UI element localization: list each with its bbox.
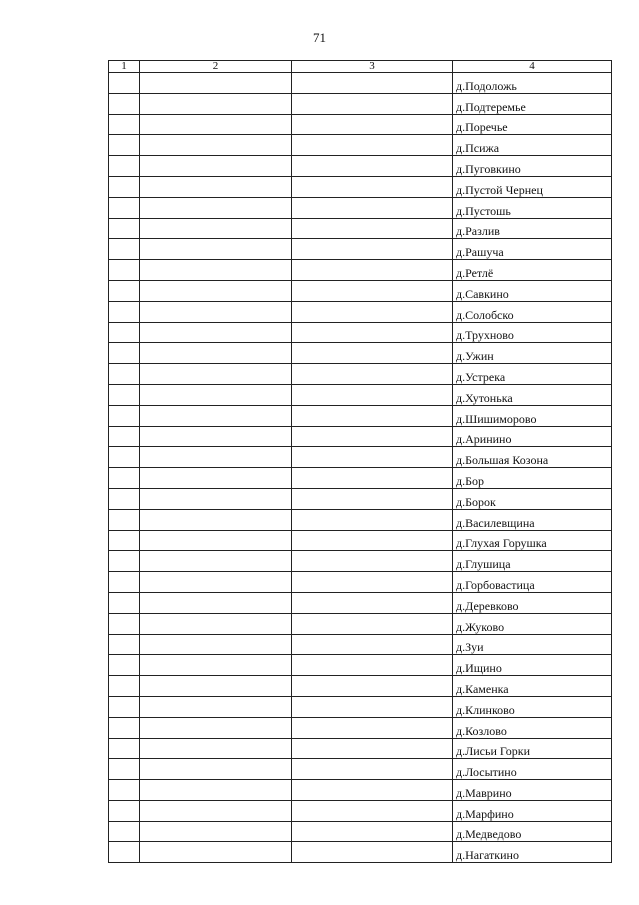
empty-cell-col1 bbox=[109, 384, 140, 405]
settlement-name-cell: д.Псижа bbox=[453, 135, 612, 156]
settlement-name-cell: д.Шишиморово bbox=[453, 405, 612, 426]
column-header-3: 3 bbox=[292, 61, 453, 73]
settlement-name-cell: д.Ретлё bbox=[453, 260, 612, 281]
empty-cell-col3 bbox=[292, 343, 453, 364]
empty-cell-col2 bbox=[140, 842, 292, 863]
empty-cell-col2 bbox=[140, 634, 292, 655]
empty-cell-col1 bbox=[109, 509, 140, 530]
settlement-name-cell: д.Савкино bbox=[453, 280, 612, 301]
empty-cell-col1 bbox=[109, 780, 140, 801]
empty-cell-col3 bbox=[292, 301, 453, 322]
empty-cell-col2 bbox=[140, 343, 292, 364]
empty-cell-col3 bbox=[292, 676, 453, 697]
table-row bbox=[109, 260, 612, 281]
settlement-name-cell: д.Трухново bbox=[453, 322, 612, 343]
empty-cell-col2 bbox=[140, 530, 292, 551]
empty-cell-col1 bbox=[109, 468, 140, 489]
empty-cell-col1 bbox=[109, 114, 140, 135]
table-row bbox=[109, 239, 612, 260]
table-row bbox=[109, 738, 612, 759]
empty-cell-col2 bbox=[140, 655, 292, 676]
empty-cell-col1 bbox=[109, 696, 140, 717]
empty-cell-col2 bbox=[140, 551, 292, 572]
empty-cell-col3 bbox=[292, 655, 453, 676]
empty-cell-col1 bbox=[109, 592, 140, 613]
empty-cell-col2 bbox=[140, 613, 292, 634]
empty-cell-col3 bbox=[292, 156, 453, 177]
empty-cell-col3 bbox=[292, 572, 453, 593]
table-row bbox=[109, 405, 612, 426]
table-row bbox=[109, 364, 612, 385]
settlement-name-cell: д.Каменка bbox=[453, 676, 612, 697]
empty-cell-col3 bbox=[292, 468, 453, 489]
empty-cell-col3 bbox=[292, 634, 453, 655]
empty-cell-col3 bbox=[292, 613, 453, 634]
settlement-name-cell: д.Маврино bbox=[453, 780, 612, 801]
table-row bbox=[109, 800, 612, 821]
page-number: 71 bbox=[313, 30, 326, 45]
settlement-name-cell: д.Подтеремье bbox=[453, 93, 612, 114]
settlement-name-cell: д.Ищино bbox=[453, 655, 612, 676]
table-row bbox=[109, 530, 612, 551]
empty-cell-col1 bbox=[109, 655, 140, 676]
table-row bbox=[109, 842, 612, 863]
empty-cell-col1 bbox=[109, 613, 140, 634]
settlement-name-cell: д.Козлово bbox=[453, 717, 612, 738]
empty-cell-col3 bbox=[292, 73, 453, 94]
column-header-4: 4 bbox=[453, 61, 612, 73]
table-row bbox=[109, 73, 612, 94]
table-header bbox=[109, 61, 612, 73]
empty-cell-col2 bbox=[140, 156, 292, 177]
settlement-name-cell: д.Клинково bbox=[453, 696, 612, 717]
settlement-name-cell: д.Василевщина bbox=[453, 509, 612, 530]
empty-cell-col3 bbox=[292, 592, 453, 613]
empty-cell-col3 bbox=[292, 842, 453, 863]
empty-cell-col1 bbox=[109, 759, 140, 780]
settlement-name-cell: д.Устрека bbox=[453, 364, 612, 385]
empty-cell-col2 bbox=[140, 114, 292, 135]
table-row bbox=[109, 613, 612, 634]
empty-cell-col3 bbox=[292, 93, 453, 114]
table-row bbox=[109, 384, 612, 405]
table-row bbox=[109, 93, 612, 114]
column-header-1: 1 bbox=[109, 61, 140, 73]
table-row bbox=[109, 717, 612, 738]
table-row bbox=[109, 759, 612, 780]
table-row bbox=[109, 280, 612, 301]
empty-cell-col2 bbox=[140, 239, 292, 260]
settlement-name-cell: д.Хутонька bbox=[453, 384, 612, 405]
empty-cell-col2 bbox=[140, 800, 292, 821]
empty-cell-col1 bbox=[109, 322, 140, 343]
settlement-name-cell: д.Горбовастица bbox=[453, 572, 612, 593]
settlement-name-cell: д.Солобско bbox=[453, 301, 612, 322]
empty-cell-col1 bbox=[109, 572, 140, 593]
empty-cell-col1 bbox=[109, 676, 140, 697]
empty-cell-col1 bbox=[109, 135, 140, 156]
empty-cell-col1 bbox=[109, 800, 140, 821]
empty-cell-col1 bbox=[109, 426, 140, 447]
settlement-name-cell: д.Борок bbox=[453, 488, 612, 509]
empty-cell-col3 bbox=[292, 218, 453, 239]
empty-cell-col3 bbox=[292, 696, 453, 717]
empty-cell-col1 bbox=[109, 405, 140, 426]
empty-cell-col3 bbox=[292, 717, 453, 738]
empty-cell-col1 bbox=[109, 343, 140, 364]
empty-cell-col2 bbox=[140, 73, 292, 94]
empty-cell-col3 bbox=[292, 821, 453, 842]
empty-cell-col1 bbox=[109, 551, 140, 572]
empty-cell-col2 bbox=[140, 426, 292, 447]
table-row bbox=[109, 135, 612, 156]
empty-cell-col1 bbox=[109, 634, 140, 655]
empty-cell-col2 bbox=[140, 488, 292, 509]
empty-cell-col3 bbox=[292, 759, 453, 780]
empty-cell-col2 bbox=[140, 676, 292, 697]
settlement-name-cell: д.Пустой Чернец bbox=[453, 176, 612, 197]
empty-cell-col1 bbox=[109, 842, 140, 863]
empty-cell-col2 bbox=[140, 280, 292, 301]
table-row bbox=[109, 572, 612, 593]
empty-cell-col3 bbox=[292, 426, 453, 447]
table-row bbox=[109, 676, 612, 697]
empty-cell-col2 bbox=[140, 260, 292, 281]
empty-cell-col3 bbox=[292, 322, 453, 343]
empty-cell-col1 bbox=[109, 197, 140, 218]
empty-cell-col1 bbox=[109, 488, 140, 509]
empty-cell-col1 bbox=[109, 301, 140, 322]
table-row bbox=[109, 488, 612, 509]
settlement-name-cell: д.Бор bbox=[453, 468, 612, 489]
empty-cell-col3 bbox=[292, 405, 453, 426]
empty-cell-col2 bbox=[140, 509, 292, 530]
column-header-2: 2 bbox=[140, 61, 292, 73]
empty-cell-col1 bbox=[109, 447, 140, 468]
settlement-name-cell: д.Ужин bbox=[453, 343, 612, 364]
table-row bbox=[109, 114, 612, 135]
header-row bbox=[109, 61, 612, 73]
settlement-name-cell: д.Марфино bbox=[453, 800, 612, 821]
empty-cell-col1 bbox=[109, 156, 140, 177]
settlement-name-cell: д.Большая Козона bbox=[453, 447, 612, 468]
settlement-name-cell: д.Нагаткино bbox=[453, 842, 612, 863]
settlement-name-cell: д.Лисьи Горки bbox=[453, 738, 612, 759]
empty-cell-col2 bbox=[140, 696, 292, 717]
empty-cell-col2 bbox=[140, 468, 292, 489]
empty-cell-col1 bbox=[109, 530, 140, 551]
settlement-name-cell: д.Пуговкино bbox=[453, 156, 612, 177]
table-body bbox=[109, 73, 612, 863]
table-row bbox=[109, 634, 612, 655]
settlement-name-cell: д.Пустошь bbox=[453, 197, 612, 218]
empty-cell-col1 bbox=[109, 260, 140, 281]
empty-cell-col1 bbox=[109, 280, 140, 301]
empty-cell-col2 bbox=[140, 572, 292, 593]
empty-cell-col2 bbox=[140, 447, 292, 468]
empty-cell-col2 bbox=[140, 717, 292, 738]
table-row bbox=[109, 218, 612, 239]
empty-cell-col3 bbox=[292, 738, 453, 759]
table-row bbox=[109, 780, 612, 801]
table-row bbox=[109, 426, 612, 447]
empty-cell-col3 bbox=[292, 800, 453, 821]
empty-cell-col2 bbox=[140, 135, 292, 156]
settlement-name-cell: д.Зуи bbox=[453, 634, 612, 655]
empty-cell-col3 bbox=[292, 780, 453, 801]
empty-cell-col2 bbox=[140, 405, 292, 426]
empty-cell-col3 bbox=[292, 260, 453, 281]
table-row bbox=[109, 197, 612, 218]
empty-cell-col2 bbox=[140, 592, 292, 613]
empty-cell-col1 bbox=[109, 73, 140, 94]
table-row bbox=[109, 176, 612, 197]
empty-cell-col1 bbox=[109, 738, 140, 759]
empty-cell-col3 bbox=[292, 114, 453, 135]
settlement-name-cell: д.Глушица bbox=[453, 551, 612, 572]
settlement-name-cell: д.Поречье bbox=[453, 114, 612, 135]
settlement-name-cell: д.Медведово bbox=[453, 821, 612, 842]
empty-cell-col2 bbox=[140, 821, 292, 842]
table-row bbox=[109, 322, 612, 343]
settlement-name-cell: д.Аринино bbox=[453, 426, 612, 447]
empty-cell-col3 bbox=[292, 509, 453, 530]
empty-cell-col3 bbox=[292, 197, 453, 218]
empty-cell-col1 bbox=[109, 717, 140, 738]
empty-cell-col2 bbox=[140, 322, 292, 343]
empty-cell-col3 bbox=[292, 364, 453, 385]
table-row bbox=[109, 343, 612, 364]
empty-cell-col3 bbox=[292, 239, 453, 260]
table-row bbox=[109, 509, 612, 530]
empty-cell-col3 bbox=[292, 447, 453, 468]
table-row bbox=[109, 821, 612, 842]
empty-cell-col2 bbox=[140, 759, 292, 780]
empty-cell-col2 bbox=[140, 384, 292, 405]
empty-cell-col1 bbox=[109, 93, 140, 114]
settlement-name-cell: д.Деревково bbox=[453, 592, 612, 613]
empty-cell-col3 bbox=[292, 551, 453, 572]
empty-cell-col2 bbox=[140, 364, 292, 385]
settlement-name-cell: д.Лосытино bbox=[453, 759, 612, 780]
empty-cell-col2 bbox=[140, 301, 292, 322]
empty-cell-col3 bbox=[292, 176, 453, 197]
empty-cell-col3 bbox=[292, 488, 453, 509]
empty-cell-col3 bbox=[292, 384, 453, 405]
empty-cell-col1 bbox=[109, 218, 140, 239]
table-row bbox=[109, 447, 612, 468]
empty-cell-col2 bbox=[140, 738, 292, 759]
settlement-name-cell: д.Глухая Горушка bbox=[453, 530, 612, 551]
empty-cell-col1 bbox=[109, 821, 140, 842]
table-row bbox=[109, 696, 612, 717]
empty-cell-col2 bbox=[140, 197, 292, 218]
table-row bbox=[109, 301, 612, 322]
settlements-table bbox=[108, 60, 612, 863]
empty-cell-col2 bbox=[140, 218, 292, 239]
empty-cell-col2 bbox=[140, 93, 292, 114]
empty-cell-col1 bbox=[109, 176, 140, 197]
settlement-name-cell: д.Разлив bbox=[453, 218, 612, 239]
table-row bbox=[109, 156, 612, 177]
table-row bbox=[109, 592, 612, 613]
table-row bbox=[109, 468, 612, 489]
table-row bbox=[109, 551, 612, 572]
empty-cell-col2 bbox=[140, 780, 292, 801]
empty-cell-col3 bbox=[292, 530, 453, 551]
settlement-name-cell: д.Жуково bbox=[453, 613, 612, 634]
empty-cell-col2 bbox=[140, 176, 292, 197]
settlement-name-cell: д.Рашуча bbox=[453, 239, 612, 260]
settlement-name-cell: д.Подоложь bbox=[453, 73, 612, 94]
table-row bbox=[109, 655, 612, 676]
empty-cell-col3 bbox=[292, 135, 453, 156]
empty-cell-col1 bbox=[109, 364, 140, 385]
empty-cell-col1 bbox=[109, 239, 140, 260]
empty-cell-col3 bbox=[292, 280, 453, 301]
